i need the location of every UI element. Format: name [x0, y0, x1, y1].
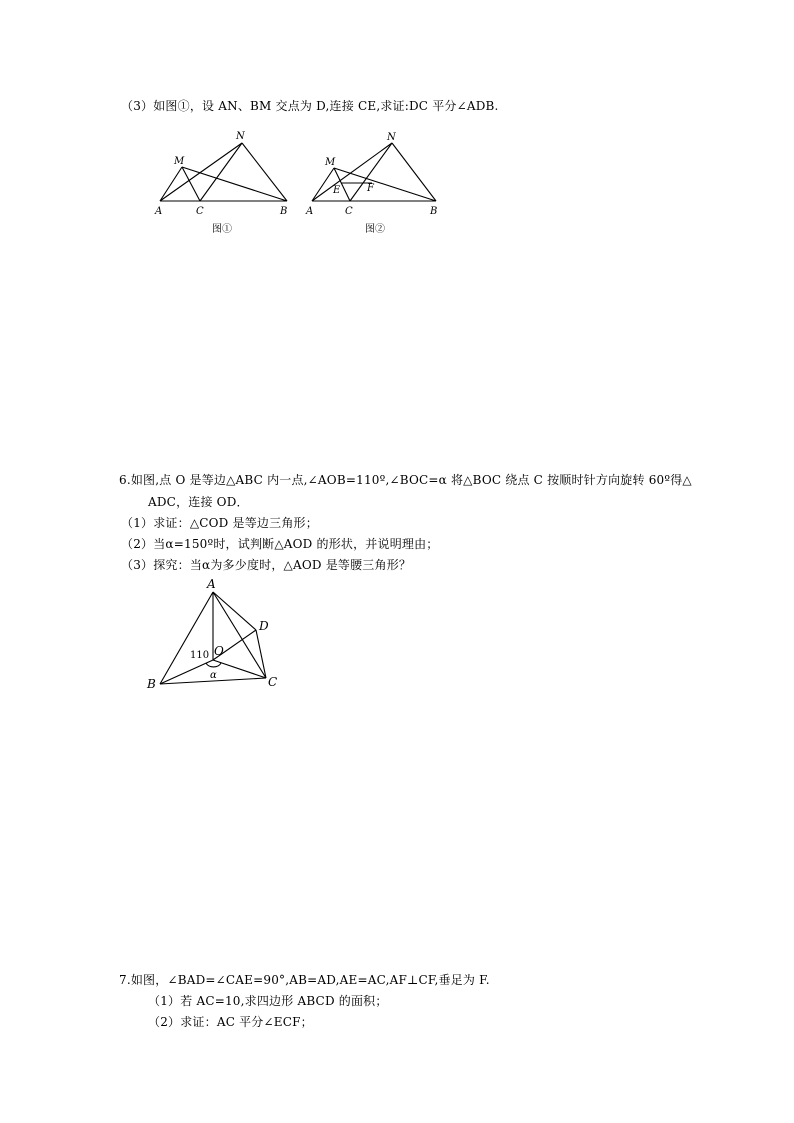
fig3-label-o: O	[214, 644, 224, 658]
fig3-label-a: A	[207, 577, 216, 591]
fig1-label-a: A	[155, 206, 163, 217]
q6-line1: 6.如图,点 O 是等边△ABC 内一点,∠AOB=110º,∠BOC=α 将△BOC 绕点 C 按顺时针方向旋转 60º得△	[119, 473, 692, 487]
fig1-label-c: C	[196, 206, 204, 217]
fig1-label-m: M	[174, 156, 185, 167]
fig2-caption: 图②	[365, 224, 385, 235]
fig2-label-m: M	[325, 157, 336, 168]
q6-part3: （3）探究：当α为多少度时，△AOD 是等腰三角形？	[121, 558, 412, 572]
fig1-label-b: B	[280, 206, 288, 217]
fig3-angle-aob: 110	[190, 650, 210, 661]
fig3-label-b: B	[147, 677, 156, 691]
fig1-label-n: N	[236, 131, 245, 142]
fig2-label-e: E	[333, 185, 341, 196]
q7-part2: （2）求证：AC 平分∠ECF；	[148, 1015, 313, 1029]
fig2-label-c: C	[345, 206, 353, 217]
fig2-label-f: F	[367, 183, 374, 194]
q7-line1: 7.如图，∠BAD=∠CAE=90°,AB=AD,AE=AC,AF⊥CF,垂足为 F.	[119, 973, 490, 987]
fig2-label-n: N	[387, 132, 396, 143]
fig1-caption: 图①	[212, 224, 232, 235]
fig3-label-c: C	[268, 675, 278, 689]
q6-part2: （2）当α=150º时，试判断△AOD 的形状，并说明理由；	[121, 537, 439, 551]
q6-part1: （1）求证：△COD 是等边三角形；	[121, 516, 318, 530]
fig3-label-d: D	[259, 619, 269, 633]
q7-part1: （1）若 AC=10,求四边形 ABCD 的面积；	[148, 994, 388, 1008]
fig3-angle-boc: α	[210, 670, 217, 681]
fig2-label-a: A	[306, 206, 314, 217]
fig2-label-b: B	[430, 206, 438, 217]
q5-part3-text: （3）如图①，设 AN、BM 交点为 D,连接 CE,求证:DC 平分∠ADB.	[121, 99, 499, 113]
q6-line2: ADC，连接 OD．	[148, 495, 249, 509]
